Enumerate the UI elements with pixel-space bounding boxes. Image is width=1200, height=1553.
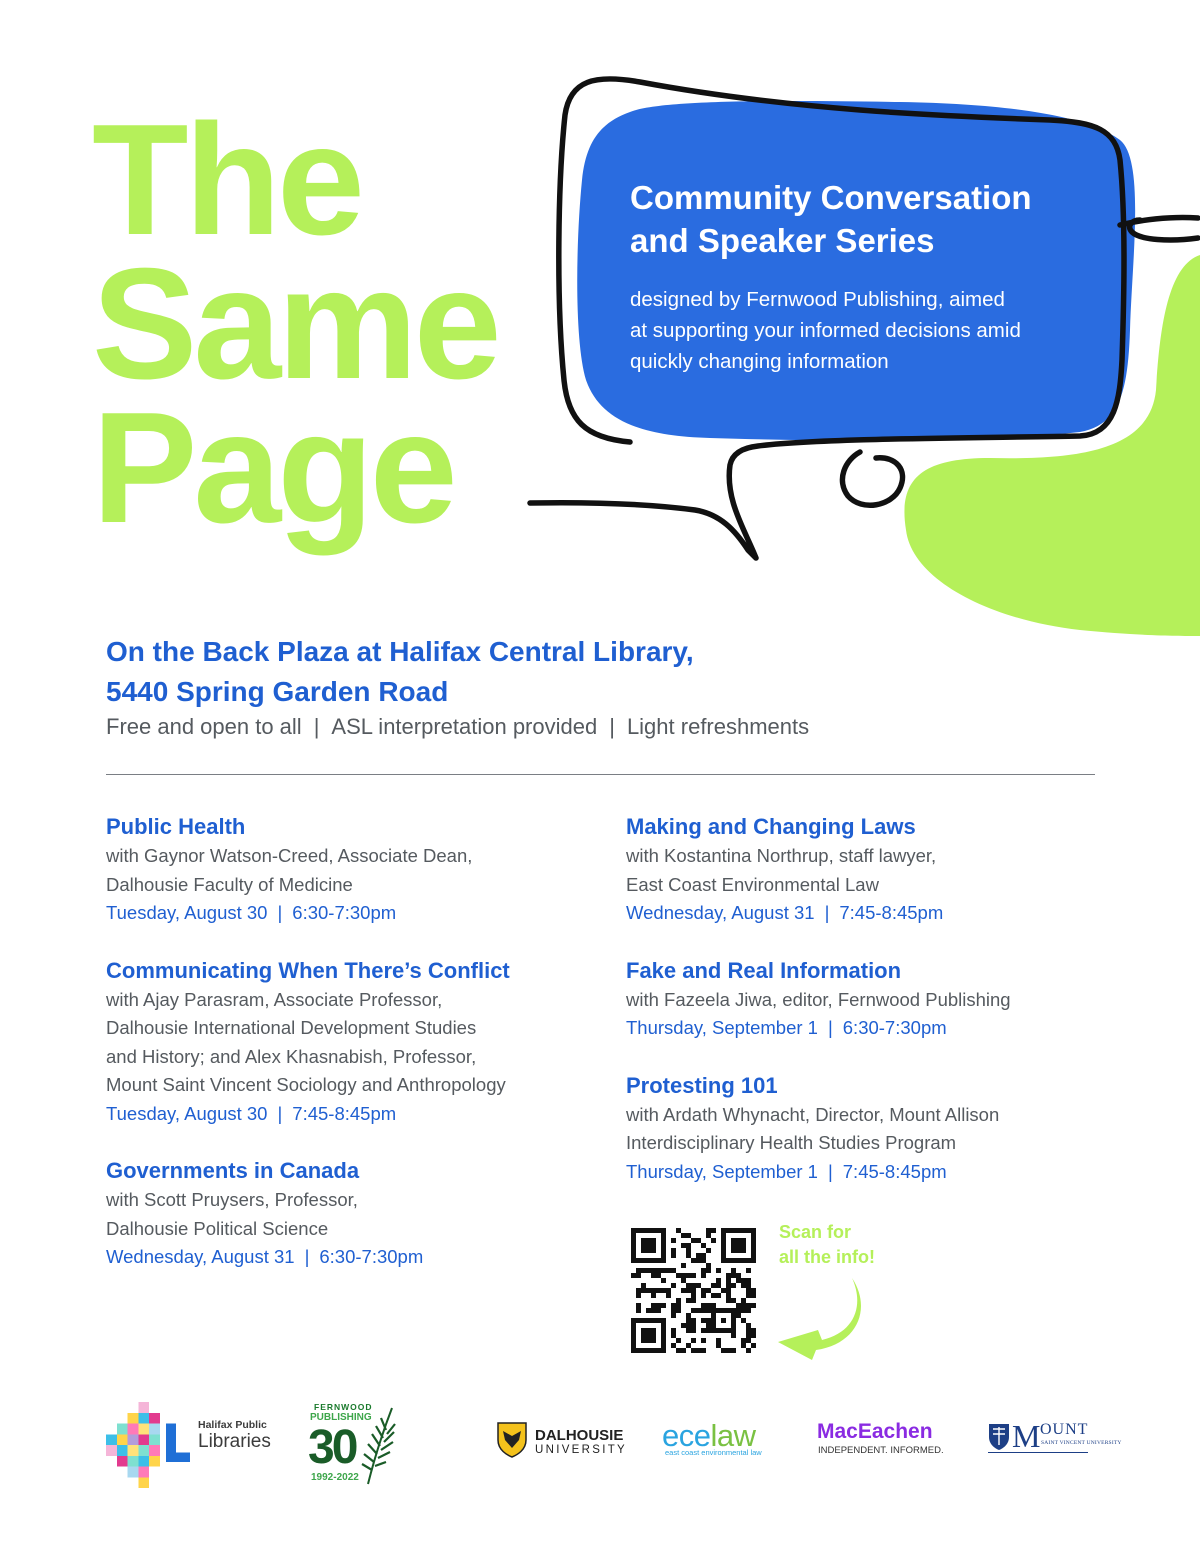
title-line: Same bbox=[92, 236, 498, 412]
speaker-line: with Ajay Parasram, Associate Professor, bbox=[106, 988, 443, 1010]
tagline-line: at supporting your informed decisions amid bbox=[630, 319, 1021, 342]
amenity-item: ASL interpretation provided bbox=[331, 714, 598, 739]
session-datetime bbox=[626, 1158, 1106, 1187]
session-item bbox=[626, 956, 1106, 1043]
scan-prompt bbox=[779, 1220, 919, 1270]
speaker-line: with Scott Pruysers, Professor, bbox=[106, 1189, 358, 1210]
session-datetime bbox=[106, 1243, 596, 1272]
session-title: Public Health bbox=[106, 814, 246, 839]
heading-line: and Speaker Series bbox=[630, 222, 935, 259]
amenity-item: Free and open to all bbox=[106, 714, 302, 739]
ecelaw-tagline: east coast environmental law bbox=[665, 1448, 762, 1457]
sessions-right-column bbox=[626, 812, 1106, 1214]
amenity-separator: | bbox=[313, 714, 320, 739]
session-title: Protesting 101 bbox=[626, 1072, 778, 1098]
fernwood-years: 1992-2022 bbox=[311, 1472, 359, 1483]
session-speaker bbox=[626, 986, 1106, 1015]
datetime-separator: | bbox=[827, 1160, 833, 1182]
msvu-crest-icon bbox=[988, 1423, 1010, 1451]
location-line: On the Back Plaza at Halifax Central Library, bbox=[106, 636, 694, 667]
mount-saint-vincent-logo bbox=[988, 1418, 1122, 1455]
fernwood-name: FERNWOOD bbox=[314, 1402, 373, 1412]
tagline-line: quickly changing information bbox=[630, 350, 889, 373]
event-location bbox=[106, 632, 1006, 712]
location-line: 5440 Spring Garden Road bbox=[106, 676, 449, 707]
sessions-left-column bbox=[106, 812, 596, 1300]
session-time: 7:45-8:45pm bbox=[842, 1160, 947, 1182]
session-item bbox=[106, 1156, 596, 1272]
amenities-list bbox=[106, 714, 809, 740]
session-time: 7:45-8:45pm bbox=[292, 1102, 397, 1124]
ecelaw-prefix: ece bbox=[662, 1418, 711, 1453]
fernwood-publishing-logo bbox=[308, 1400, 394, 1490]
dalhousie-shield-icon bbox=[497, 1422, 527, 1458]
series-description bbox=[630, 176, 1090, 377]
session-speaker bbox=[626, 1101, 1106, 1158]
speaker-line: Dalhousie Political Science bbox=[106, 1217, 329, 1239]
speaker-line: with Ardath Whynacht, Director, Mount Allison bbox=[626, 1103, 1000, 1125]
msvu-initial: M bbox=[1012, 1418, 1041, 1454]
session-date: Tuesday, August 30 bbox=[106, 1102, 268, 1124]
amenity-separator: | bbox=[609, 714, 615, 739]
session-speaker bbox=[626, 842, 1106, 899]
maceachen-name: MacEachen bbox=[817, 1420, 933, 1443]
speaker-line: Mount Saint Vincent Sociology and Anthropology bbox=[106, 1074, 506, 1095]
session-title: Making and Changing Laws bbox=[626, 814, 916, 839]
tagline-line: designed by Fernwood Publishing, aimed bbox=[630, 288, 1005, 311]
series-heading bbox=[630, 176, 1090, 262]
session-datetime bbox=[626, 1014, 1106, 1043]
ecelaw-suffix: law bbox=[710, 1418, 756, 1453]
maceachen-tagline: INDEPENDENT. INFORMED. bbox=[818, 1445, 944, 1456]
qr-code-icon[interactable] bbox=[631, 1228, 756, 1353]
outline-bubble-swirl bbox=[842, 452, 902, 505]
hpl-name-big: Libraries bbox=[198, 1431, 271, 1452]
speaker-line: Dalhousie International Development Studies bbox=[106, 1017, 477, 1038]
msvu-name: OUNT bbox=[1040, 1421, 1089, 1438]
halifax-public-libraries-logo bbox=[106, 1402, 296, 1488]
amenity-item: Light refreshments bbox=[626, 714, 810, 739]
session-date: Tuesday, August 30 bbox=[106, 902, 268, 923]
session-title: Governments in Canada bbox=[106, 1158, 360, 1183]
datetime-separator: | bbox=[824, 902, 830, 923]
session-title: Communicating When There’s Conflict bbox=[106, 957, 510, 983]
title-line: The bbox=[92, 92, 361, 268]
session-speaker bbox=[106, 842, 596, 899]
curved-arrow-icon bbox=[772, 1274, 868, 1360]
dalhousie-university-logo bbox=[497, 1422, 637, 1462]
session-time: 7:45-8:45pm bbox=[839, 902, 944, 923]
maceachen-logo bbox=[817, 1420, 957, 1460]
scan-line: all the info! bbox=[779, 1247, 875, 1267]
fernwood-anniversary-number: 30 bbox=[308, 1421, 356, 1474]
session-datetime bbox=[106, 899, 596, 928]
session-date: Wednesday, August 31 bbox=[626, 902, 815, 923]
session-title: Fake and Real Information bbox=[626, 957, 902, 983]
scan-line: Scan for bbox=[779, 1222, 852, 1242]
ecelaw-logo bbox=[662, 1418, 792, 1458]
datetime-separator: | bbox=[304, 1246, 310, 1267]
session-item bbox=[626, 812, 1106, 928]
series-tagline bbox=[630, 284, 1090, 377]
session-speaker bbox=[106, 1186, 596, 1243]
section-divider bbox=[106, 774, 1095, 775]
session-date: Thursday, September 1 bbox=[626, 1160, 818, 1182]
msvu-rule bbox=[988, 1452, 1088, 1453]
dalhousie-name: DALHOUSIE bbox=[535, 1427, 624, 1444]
session-item bbox=[106, 812, 596, 928]
fernwood-publishing: PUBLISHING bbox=[310, 1412, 372, 1423]
speaker-line: and History; and Alex Khasnabish, Professor, bbox=[106, 1045, 477, 1067]
speaker-line: Dalhousie Faculty of Medicine bbox=[106, 873, 353, 895]
datetime-separator: | bbox=[827, 1017, 833, 1038]
session-date: Thursday, September 1 bbox=[626, 1017, 818, 1038]
session-date: Wednesday, August 31 bbox=[106, 1246, 295, 1267]
datetime-separator: | bbox=[277, 1102, 283, 1124]
speaker-line: Interdisciplinary Health Studies Program bbox=[626, 1132, 957, 1153]
hpl-name-small: Halifax Public bbox=[198, 1419, 267, 1431]
title-line: Page bbox=[92, 380, 454, 556]
datetime-separator: | bbox=[277, 902, 283, 923]
hpl-mosaic-icon bbox=[106, 1402, 192, 1488]
session-time: 6:30-7:30pm bbox=[842, 1017, 947, 1038]
event-title bbox=[92, 92, 498, 556]
session-time: 6:30-7:30pm bbox=[319, 1246, 424, 1267]
session-datetime bbox=[626, 899, 1106, 928]
speaker-line: with Kostantina Northrup, staff lawyer, bbox=[626, 845, 937, 866]
speaker-line: East Coast Environmental Law bbox=[626, 873, 879, 895]
session-item bbox=[106, 956, 596, 1129]
session-speaker bbox=[106, 986, 596, 1100]
speaker-line: with Fazeela Jiwa, editor, Fernwood Publishing bbox=[626, 988, 1011, 1010]
session-time: 6:30-7:30pm bbox=[292, 902, 397, 923]
speaker-line: with Gaynor Watson-Creed, Associate Dean, bbox=[106, 845, 473, 866]
session-datetime bbox=[106, 1100, 596, 1129]
session-item bbox=[626, 1071, 1106, 1187]
dalhousie-university: UNIVERSITY bbox=[535, 1444, 628, 1456]
msvu-subtitle: SAINT VINCENT UNIVERSITY bbox=[1041, 1440, 1122, 1446]
heading-line: Community Conversation bbox=[630, 179, 1032, 216]
